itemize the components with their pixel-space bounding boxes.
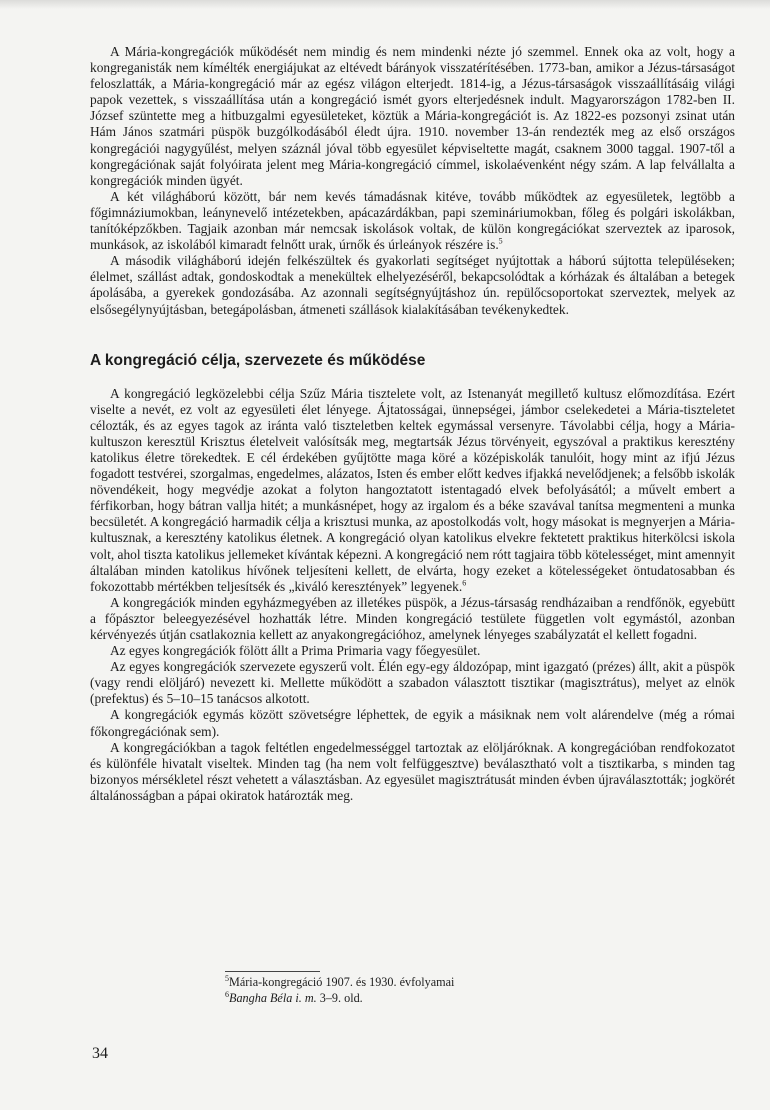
paragraph-ket-vilaghaboru-kozott [90,189,735,253]
footnote-mark: 6 [225,989,229,999]
paragraph-masodik-vilaghaboru: A második világháború idején felkészültek és gyakorlati segítséget nyújtottak a háború sújtotta településeken; élelmet, szállást adtak, gondoskodtak a menekültek elhelyezéséről, bekapcsolódtak a kórházak és általában a betegek ápolásába, a gyerekek gondozásába. Az azonnali segítségnyújtáshoz ún. repülőcsoportokat szerveztek, melyek az elsősegélynyújtásban, betegápolásban, átmeneti szállások kialakításában tevékenykedtek. [90,253,735,317]
footnote-author: Bangha Béla i. m. [229,990,317,1005]
footnote-ref-6: 6 [462,578,467,588]
paragraph-text: A kongregáció legközelebbi célja Szűz Mária tisztelete volt, az Istenanyát megillető kultusz előmozdítása. Ezért viselte a nevét, ez volt az egyesületi élet lényege. Ájtatosságai, ünnepségei, jámbor cselekedetei a Mária-tiszteletet célozták, és az egyes tagok az iránta való tiszteletben keltek egymással versenyre. Távolabbi célja, hogy a Mária-kultuszon keresztül Krisztus életelveit valósítsák meg, megtartsák Jézus törvényeit, egyszóval a praktikus keresztény katolikus életre törekedtek. E cél érdekében gyűjtötte maga köré a középiskolák tanulóit, hogy mint az ifjú Jézus fogadott testvérei, szorgalmas, engedelmes, alázatos, Isten és ember előtt kedves ifjakká nevelődjenek; a felsőbb iskolák növendékeit, hogy megvédje azokat a folyton hangoztatott istentagadó elvek befolyásától; a művelt embert a férfikorban, hogy bátran vallja hitét; a munkásnépet, hogy az irgalom és a béke szavával tanítsa megmenteni a munka becsületét. A kongregáció harmadik célja a krisztusi munka, az apostolkodás volt, hogy másokat is megnyerjen a Mária-kultusznak, a keresztény katolikus életnek. A kongregáció olyan katolikus elvekre fektetett praktikus hiterkölcsi iskola volt, ahol tiszta katolikus jellemeket kívántak képezni. A kongregáció nem rótt tagjaira több kötelességet, mint amennyit általában minden katolikus hívőnek teljesíteni kellett, de elvárta, hogy ezeket a kötelességeket öntudatosabban és fokozottabb mértékben teljesítsék és „kiváló keresztények” legyenek. [90,385,735,594]
footnote-ref-5: 5 [498,236,503,246]
footnote-text: 3–9. old. [316,990,363,1005]
paragraph-letrehozas: A kongregációk minden egyházmegyében az illetékes püspök, a Jézus-társaság rendházaiban a rendfőnök, egyebütt a főpásztor beleegyezésével hozhatták létre. Minden kongregáció testülete független volt egymástól, azonban kérvényezés útján csatlakoznia kellett az anyakongregációhoz, amelynek lényeges szabályzatát el kellett fogadni. [90,594,735,642]
footnote-text: Mária-kongregáció 1907. és 1930. évfolyamai [229,975,455,989]
paragraph-szervezet: Az egyes kongregációk szervezete egyszerű volt. Élén egy-egy áldozópap, mint igazgató (prézes) állt, akit a püspök (vagy rendi elöljáró) nevezett ki. Mellette működött a szabadon választott tisztikar (magisztrátus), melyet az elnök (prefektus) és 5–10–15 tanácsos alkotott. [90,659,735,707]
paragraph-prima-primaria: Az egyes kongregációk fölött állt a Prima Primaria vagy főegyesület. [110,643,481,659]
paragraph-kongregacio-celja [90,386,735,595]
page-body [90,44,735,804]
page-number: 34 [92,1045,108,1062]
footnotes [225,971,605,1006]
scan-top-edge [0,0,770,9]
footnote-6 [225,991,605,1007]
section-heading: A kongregáció célja, szervezete és működése [90,351,426,369]
footnote-rule [225,971,320,972]
footnote-5 [225,975,605,991]
paragraph-szovetseg: A kongregációk egymás között szövetségre léphettek, de egyik a másiknak nem volt alárendelve (még a római főkongregációnak sem). [90,707,735,739]
paragraph-kongregaciok-mukodese: A Mária-kongregációk működését nem mindig és nem mindenki nézte jó szemmel. Ennek oka az volt, hogy a kongreganisták nem kímélték energiájukat az eltévedt bárányok visszatérítésében. 1773-ban, amikor a Jézus-társaságot feloszlatták, a Mária-kongregáció már az egész világon elterjedt. 1814-ig, a Jézus-társaságok visszaállításáig világi papok vezettek, s visszaállítása után a kongregáció ismét gyors elterjedésnek indult. Magyarországon 1782-ben II. József szüntette meg a hitbuzgalmi egyesületeket, köztük a Mária-kongregációt is. Az 1822-es pozsonyi zsinat után Hám János szatmári püspök buzgólkodásából éledt újra. 1910. november 13-án rendezték meg az első országos kongregációi nagygyűlést, melyen száznál jóval több egyesület képviseltette magát, csaknem 3000 taggal. 1907-től a kongregációnak saját folyóirata jelent meg Mária-kongregáció címmel, iskolaévenként négy szám. A lap felvállalta a kongregációk minden ügyét. [90,44,735,188]
footnote-mark: 5 [225,973,229,983]
paragraph-text: A két világháború között, bár nem kevés támadásnak kitéve, tovább működtek az egyesületek, legtöbb a főgimnáziumokban, leánynevelő intézetekben, apácazárdákban, papi szemináriumokban, főleg és polgári iskolákban, tanítóképzőkben. Tagjaik azonban már nemcsak iskolások voltak, de külön kongregációkat szerveztek az iparosok, munkások, az iskolából kimaradt felnőtt urak, úrnők és úrleányok részére is. [90,188,735,253]
paragraph-tagok: A kongregációkban a tagok feltétlen engedelmességgel tartoztak az elöljáróknak. A kongregációban rendfokozatot és különféle hivatalt viseltek. Minden tag (ha nem volt felfüggesztve) beválasztható volt a tisztikarba, s minden tag bizonyos mérsékletel részt vehetett a választásban. Az egyesület magisztrátusát minden évben újraválasztották; jogkörét általánosságban a pápai okiratok határozták meg. [90,739,735,803]
